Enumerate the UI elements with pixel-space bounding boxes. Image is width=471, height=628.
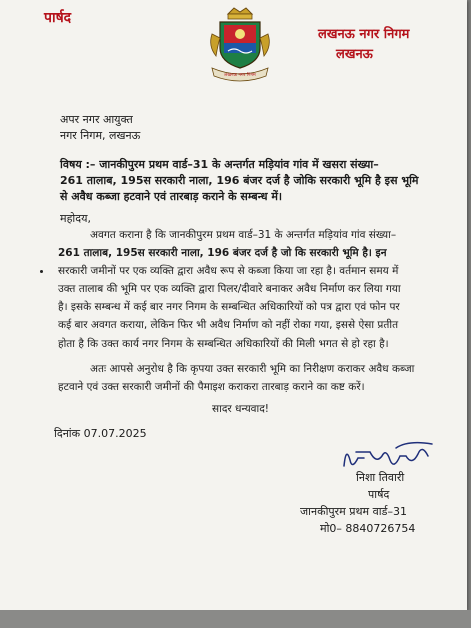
- subject-line-1: विषय :– जानकीपुरम प्रथम वार्ड–31 के अन्तर्गत मड़ियांव गांव में खसरा संख्या–: [60, 158, 379, 171]
- letter-date: दिनांक 07.07.2025: [54, 427, 147, 440]
- signatory-name: निशा तिवारी: [356, 471, 405, 484]
- salutation: महोदय,: [60, 212, 91, 225]
- signatory-ward: जानकीपुरम प्रथम वार्ड–31: [300, 505, 407, 518]
- body-line-9: हटवाने एवं उक्त सरकारी जमीनों की पैमाइश कराकरा तारबाड़ कराने का कष्ट करें।: [58, 381, 365, 393]
- body-line-4: उक्त तालाब की भूमि पर एक व्यक्ति द्वारा पिलर/दीवारे बनाकर अवैध निर्माण कर लिया गया: [58, 283, 401, 295]
- body-line-6: कई बार अवगत कराया, लेकिन फिर भी अवैध निर्माण को नहीं रोका गया, इससे ऐसा प्रतीत: [58, 319, 399, 331]
- logo-ribbon-text: लखनऊ नगर निगम: [224, 73, 256, 78]
- body-line-8: अतः आपसे अनुरोध है कि कृपया उक्त सरकारी भूमि का निरीक्षण कराकर अवैध कब्जा: [90, 363, 415, 375]
- body-line-3: सरकारी जमीनों पर एक व्यक्ति द्वारा अवैध रूप से कब्जा किया जा रहा है। वर्तमान समय में: [58, 265, 399, 277]
- signatory-designation: पार्षद: [368, 488, 390, 501]
- municipal-emblem-logo: [206, 4, 274, 84]
- letterhead-city: लखनऊ: [336, 47, 373, 62]
- recipient-office: नगर निगम, लखनऊ: [60, 129, 141, 142]
- background-surface: [0, 610, 471, 628]
- body-line-5: है। इसके सम्बन्ध में कई बार नगर निगम के सम्बन्धित अधिकारियों को पत्र द्वारा एवं फोन पर: [58, 301, 400, 313]
- subject-line-2: 261 तालाब, 195स सरकारी नाला, 196 बंजर दर्ज है जोकि सरकारी भूमि है इस भूमि: [60, 174, 419, 187]
- margin-dot: [40, 270, 43, 273]
- closing-thanks: सादर धन्यवाद!: [212, 403, 270, 415]
- recipient-title: अपर नगर आयुक्त: [60, 113, 133, 126]
- body-line-7: होता है कि उक्त कार्य नगर निगम के सम्बन्धित अधिकारियों की मिली भगत से हो रहा है।: [58, 338, 389, 350]
- letterhead-title-left: पार्षद: [44, 10, 72, 26]
- signatory-mobile: मो0– 8840726754: [320, 522, 416, 535]
- body-line-1: अवगत कराना है कि जानकीपुरम प्रथम वार्ड–31 के अन्तर्गत मड़ियांव गांव संख्या–: [90, 229, 397, 241]
- subject-line-3: से अवैध कब्जा हटवाने एवं तारबाड़ कराने के सम्बन्ध में।: [60, 190, 283, 203]
- letterhead-org-name: लखनऊ नगर निगम: [318, 27, 410, 42]
- body-line-2: 261 तालाब, 195स सरकारी नाला, 196 बंजर दर्ज है जो कि सरकारी भूमि है। इन: [58, 247, 387, 259]
